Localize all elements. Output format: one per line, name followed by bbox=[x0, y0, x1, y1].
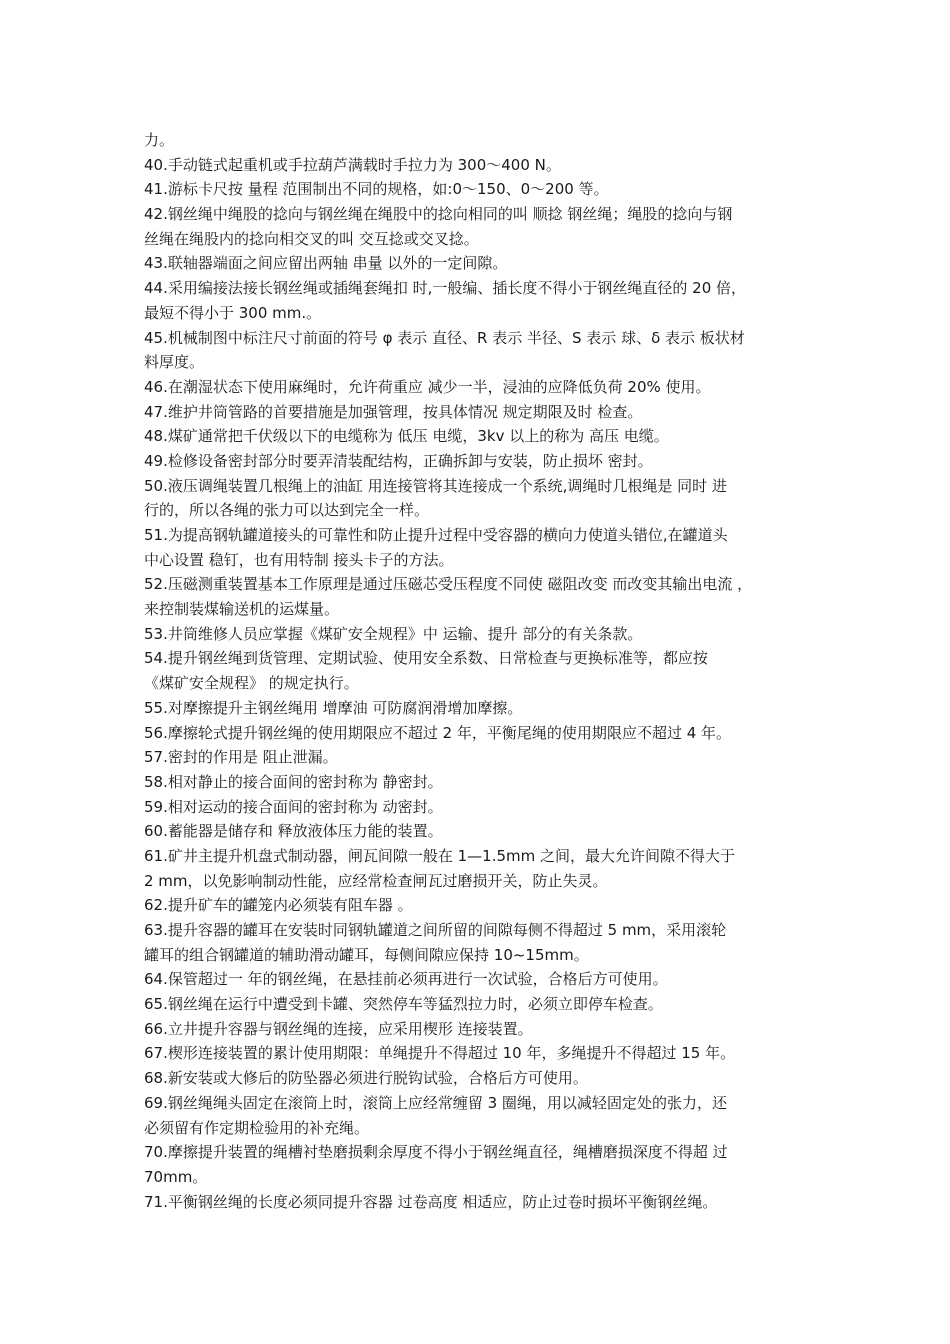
text-line: 54.提升钢丝绳到货管理、定期试验、使用安全系数、日常检查与更换标准等，都应按 bbox=[144, 649, 708, 668]
text-line: 必须留有作定期检验用的补充绳。 bbox=[144, 1118, 370, 1137]
text-line: 62.提升矿车的罐笼内必须装有阻车器 。 bbox=[144, 896, 413, 915]
document-body bbox=[144, 128, 828, 1214]
text-line: 42.钢丝绳中绳股的捻向与钢丝绳在绳股中的捻向相同的叫 顺捻 钢丝绳；绳股的捻向与钢 bbox=[144, 205, 733, 224]
text-line: 65.钢丝绳在运行中遭受到卡罐、突然停车等猛烈拉力时，必须立即停车检查。 bbox=[144, 995, 663, 1014]
text-line: 丝绳在绳股内的捻向相交叉的叫 交互捻或交叉捻。 bbox=[144, 229, 479, 248]
text-line: 料厚度。 bbox=[144, 353, 205, 372]
text-line: 41.游标卡尺按 量程 范围制出不同的规格，如:0～150、0～200 等。 bbox=[144, 180, 609, 199]
text-line: 63.提升容器的罐耳在安装时同钢轨罐道之间所留的间隙每侧不得超过 5 mm，采用滚轮 bbox=[144, 921, 727, 939]
text-line: 罐耳的组合钢罐道的辅助滑动罐耳，每侧间隙应保持 10~15mm。 bbox=[144, 945, 589, 964]
text-line: 66.立井提升容器与钢丝绳的连接，应采用楔形 连接装置。 bbox=[144, 1019, 533, 1038]
text-line: 44.采用编接法接长钢丝绳或插绳套绳扣 时,一般编、插长度不得小于钢丝绳直径的 20 倍， bbox=[144, 279, 747, 298]
text-line: 61.矿井主提升机盘式制动器，闸瓦间隙一般在 1—1.5mm 之间，最大允许间隙不得大于 bbox=[144, 846, 736, 865]
text-line: 行的，所以各绳的张力可以达到完全一样。 bbox=[144, 501, 430, 520]
text-line: 48.煤矿通常把千伏级以下的电缆称为 低压 电缆，3kv 以上的称为 高压 电缆。 bbox=[144, 427, 669, 446]
text-line: 47.维护井筒管路的首要措施是加强管理，按具体情况 规定期限及时 检查。 bbox=[144, 402, 643, 421]
text-line: 力。 bbox=[144, 131, 175, 149]
text-line: 55.对摩擦提升主钢丝绳用 增摩油 可防腐润滑增加摩擦。 bbox=[144, 698, 523, 717]
text-line: 67.楔形连接装置的累计使用期限：单绳提升不得超过 10 年，多绳提升不得超过 15 年。 bbox=[144, 1044, 736, 1063]
text-line: 来控制装煤输送机的运煤量。 bbox=[144, 600, 340, 619]
text-line: 《煤矿安全规程》 的规定执行。 bbox=[144, 674, 359, 693]
text-line: 49.检修设备密封部分时要弄清装配结构，正确拆卸与安装，防止损坏 密封。 bbox=[144, 451, 653, 470]
text-line: 43.联轴器端面之间应留出两轴 串量 以外的一定间隙。 bbox=[144, 254, 508, 273]
text-line: 53.井筒维修人员应掌握《煤矿安全规程》中 运输、提升 部分的有关条款。 bbox=[144, 624, 643, 643]
text-line: 70mm。 bbox=[144, 1167, 208, 1186]
text-line: 69.钢丝绳绳头固定在滚筒上时，滚筒上应经常缠留 3 圈绳，用以减轻固定处的张力，还 bbox=[144, 1093, 727, 1112]
text-line: 68.新安装或大修后的防坠器必须进行脱钩试验，合格后方可使用。 bbox=[144, 1069, 588, 1088]
text-line: 52.压磁测重装置基本工作原理是通过压磁芯受压程度不同使 磁阻改变 而改变其输出电流 ， bbox=[144, 575, 753, 594]
text-line: 58.相对静止的接合面间的密封称为 静密封。 bbox=[144, 772, 443, 791]
text-line: 64.保管超过一 年的钢丝绳，在悬挂前必须再进行一次试验，合格后方可使用。 bbox=[144, 970, 668, 989]
text-line: 59.相对运动的接合面间的密封称为 动密封。 bbox=[144, 797, 443, 816]
text-line: 最短不得小于 300 mm.。 bbox=[144, 303, 322, 322]
text-line: 71.平衡钢丝绳的长度必须同提升容器 过卷高度 相适应，防止过卷时损坏平衡钢丝绳。 bbox=[144, 1192, 718, 1211]
text-line: 56.摩擦轮式提升钢丝绳的使用期限应不超过 2 年，平衡尾绳的使用期限应不超过 4 年。 bbox=[144, 723, 732, 742]
text-line: 51.为提高钢轨罐道接头的可靠性和防止提升过程中受容器的横向力使道头错位,在罐道头 bbox=[144, 526, 728, 544]
text-line: 46.在潮湿状态下使用麻绳时，允许荷重应 减少一半，浸油的应降低负荷 20% 使用。 bbox=[144, 377, 711, 396]
text-line: 中心设置 稳钉，也有用特制 接头卡子的方法。 bbox=[144, 550, 454, 569]
text-line: 40.手动链式起重机或手拉葫芦满载时手拉力为 300～400 N。 bbox=[144, 155, 561, 174]
text-line: 60.蓄能器是储存和 释放液体压力能的装置。 bbox=[144, 822, 443, 841]
text-line: 50.液压调绳装置几根绳上的油缸 用连接管将其连接成一个系统,调绳时几根绳是 同时 进 bbox=[144, 476, 727, 495]
text-line: 57.密封的作用是 阻止泄漏。 bbox=[144, 748, 338, 767]
text-line: 45.机械制图中标注尺寸前面的符号 φ 表示 直径、R 表示 半径、S 表示 球、δ 表示 板状材 bbox=[144, 328, 745, 347]
text-line: 2 mm，以免影响制动性能，应经常检查闸瓦过磨损开关，防止失灵。 bbox=[144, 871, 608, 890]
text-line: 70.摩擦提升装置的绳槽衬垫磨损剩余厚度不得小于钢丝绳直径，绳槽磨损深度不得超 过 bbox=[144, 1143, 728, 1162]
